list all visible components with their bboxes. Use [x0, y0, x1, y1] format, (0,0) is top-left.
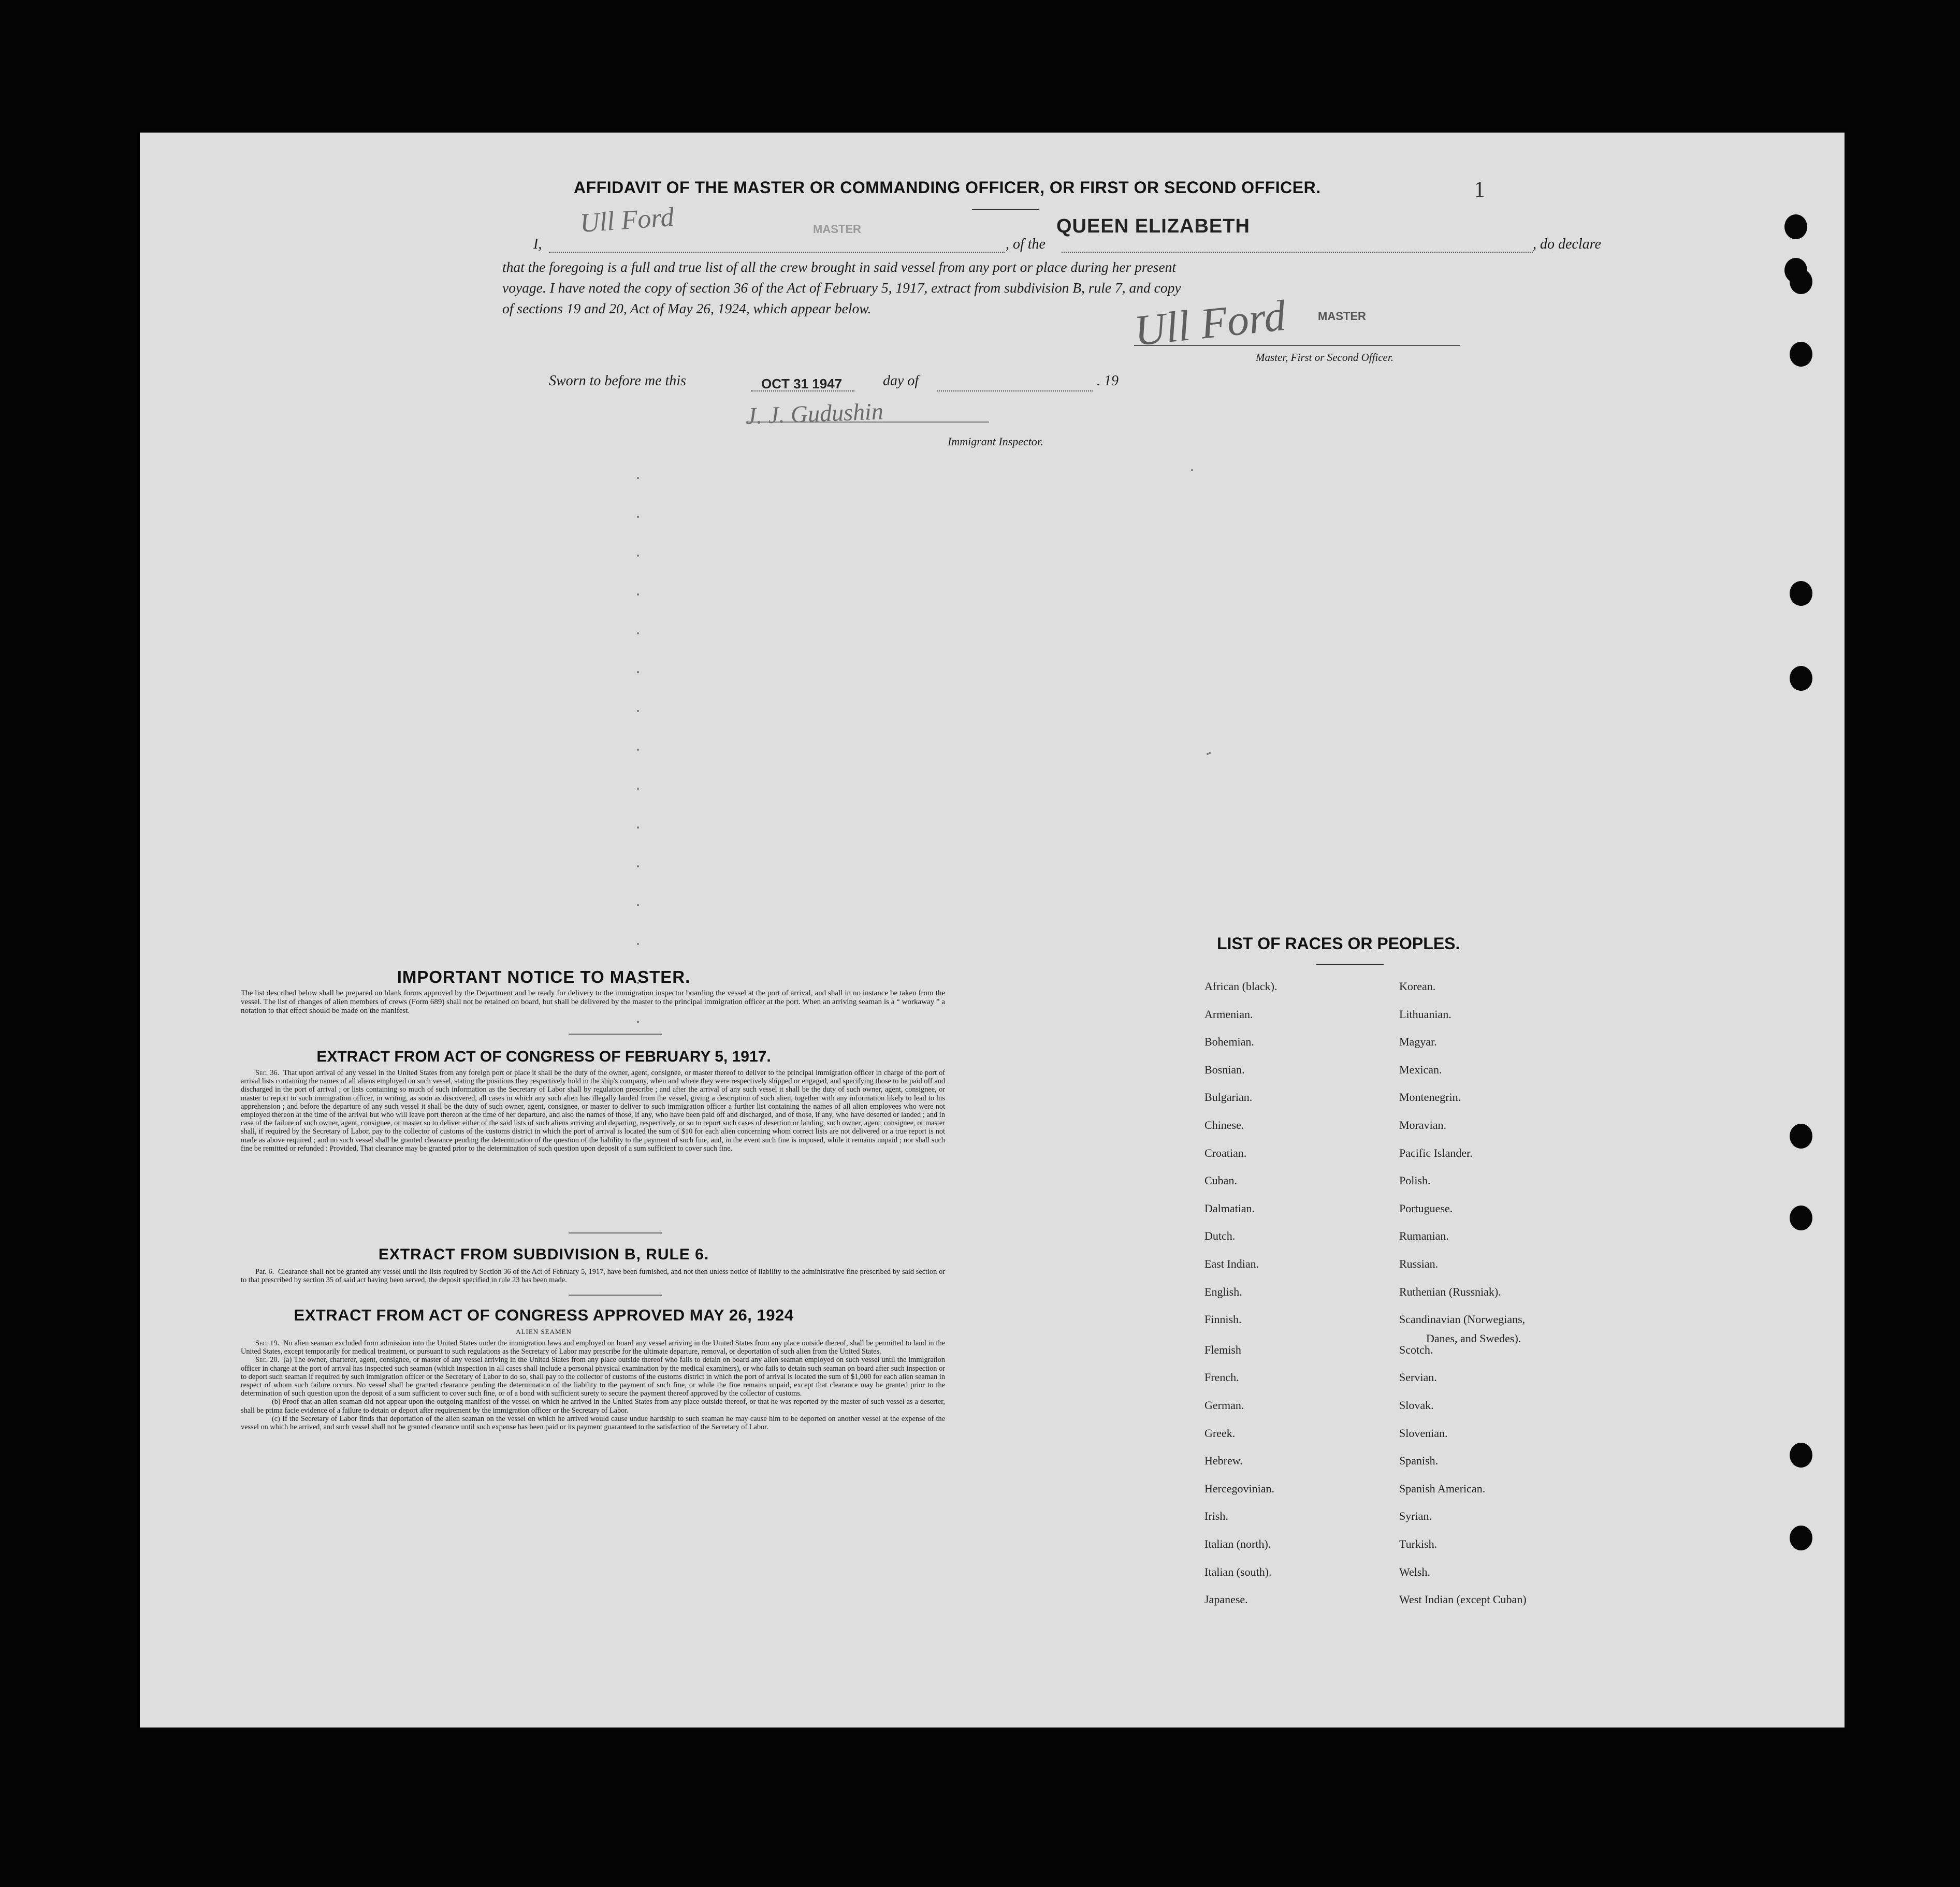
divider [569, 1232, 662, 1233]
par6-text: Clearance shall not be granted any vessel until the lists required by Section 36 of the Act of February 5, 1917, have been furnished, and not then unless notice of liability to the administrative fine prescribed by said section or to that prescribed by section 35 of said act having been served, the deposit specified in rule 23 has been made. [241, 1268, 945, 1285]
affidavit-line-3: of sections 19 and 20, Act of May 26, 1924, which appear below. [502, 300, 872, 316]
divider [569, 1295, 662, 1296]
extract-rule6-body [241, 1268, 945, 1284]
race-right-item: Montenegrin. [1399, 1091, 1461, 1104]
race-right-item: Slovenian. [1399, 1426, 1448, 1440]
race-right-item: Korean. [1399, 980, 1436, 993]
race-right-item: Rumanian. [1399, 1229, 1449, 1243]
sec20c-paragraph: (c) If the Secretary of Labor finds that deportation of the alien seaman on the vessel on which he arrived would cause undue hardship to such seaman he may cause him to be deported on another vessel at the expense of the vessel on which he arrived, and such vessel shall not be granted clearance until such expense has been paid or its payment guaranteed to the satisfaction of the Secretary of Labor. [241, 1414, 945, 1432]
race-left-item: Italian (south). [1204, 1565, 1272, 1578]
extract-1924-subtitle: ALIEN SEAMEN [516, 1328, 572, 1336]
sec19-paragraph [241, 1339, 945, 1356]
race-left-item: Japanese. [1204, 1593, 1248, 1606]
race-left-item: Croatian. [1204, 1146, 1247, 1159]
officer-caption: Master, First or Second Officer. [1256, 351, 1393, 364]
notice-title: IMPORTANT NOTICE TO MASTER. [397, 967, 691, 986]
divider [1316, 964, 1384, 965]
race-right-item: Ruthenian (Russniak). [1399, 1285, 1501, 1298]
sec19-text: No alien seaman excluded from admission into the United States under the immigration laws and employed on board any vessel arriving in the United States from any place outside thereof, shall be permitted to land in the United States, except temporarily for medical treatment, or pursuant to such regulations as the Secretary of Labor may prescribe for the ultimate departure, removal, or deportation of such alien from the United States. [241, 1339, 946, 1356]
race-left-item: Cuban. [1204, 1174, 1237, 1187]
sec36-text: That upon arrival of any vessel in the United States from any foreign port or place it shall be the duty of the owner, agent, consignee, or master thereof to deliver to the principal immigration officer in charge of the port of arrival lists containing the names of all aliens employed on such vessel, stating the positions they respectively hold in the ship's company, when and where they were respectively shipped or engaged, and specifying those to be paid off and discharged in the port of arrival ; or lists containing so much of such information as the Secretary of Labor shall by regulation prescribe ; and after the arrival of any such vessel it shall be the duty of such owner, agent, consignee, or master to report to such immigration officer, in writing, as soon as discovered, all cases in which any such alien has illegally landed from the vessel, giving a description of such alien, together with any information likely to lead to his apprehension ; and before the departure of any such vessel it shall be the duty of such owner, agent, consignee, or master to deliver to such immigration officer a further list containing the names of all alien employees who were not employed thereon at the time of the arrival but who will leave port thereon at the time of her departure, and also the names of those, if any, who have been paid off and discharged, and of those, if any, who have deserted or landed ; and in case of the failure of such owner, agent, consignee, or master so to deliver either of the said lists of such aliens arriving and departing, respectively, or so to report such cases of desertion or landing, such owner, agent, consignee, or master shall, if required by the Secretary of Labor, pay to the collector of customs of the customs district in which the port of arrival is located the sum of $10 for each alien concerning whom correct lists are not delivered or a true report is not made as above required ; and no such vessel shall be granted clearance pending the determination of the question of the liability to the payment of such fine, and, in the event such fine is imposed, while it remains unpaid ; nor shall such fine be remitted or refunded : Provided, That clearance may be granted prior to the determination of such question upon deposit of a sum sufficient to cover such fine. [241, 1069, 946, 1153]
binder-hole [1790, 1526, 1812, 1550]
race-left-item: Irish. [1204, 1509, 1228, 1523]
sec20b-paragraph: (b) Proof that an alien seaman did not appear upon the outgoing manifest of the vessel on which he arrived in the United States from any place outside thereof, or that he was reported by the master of such vessel as a deserter, shall be prima facie evidence of a failure to detain or deport after requirement by the immigration officer or the Secretary of Labor. [241, 1398, 945, 1415]
divider [972, 209, 1039, 210]
vessel-name-line [1062, 252, 1533, 253]
race-left-item: Dalmatian. [1204, 1201, 1255, 1215]
binder-hole [1790, 666, 1812, 691]
extract-1924-body [241, 1339, 945, 1431]
extract-rule6-title: EXTRACT FROM SUBDIVISION B, RULE 6. [378, 1246, 709, 1263]
month-line [937, 390, 1093, 391]
race-left-item: Flemish [1204, 1343, 1241, 1356]
race-right-item: Spanish American. [1399, 1482, 1486, 1495]
race-right-item: Russian. [1399, 1257, 1439, 1270]
inspector-signature: J. J. Gudushin [745, 398, 884, 429]
race-left-item: Finnish. [1204, 1313, 1242, 1326]
sec20a-paragraph [241, 1356, 945, 1398]
declare-of: , of the [1006, 236, 1046, 252]
race-left-item: Greek. [1204, 1426, 1236, 1440]
master-signature-top: Ull Ford [579, 202, 675, 239]
race-left-item: French. [1204, 1371, 1239, 1384]
master-signature: Ull Ford [1131, 291, 1288, 356]
binder-hole [1790, 269, 1812, 294]
declare-start: I, [533, 236, 542, 252]
binder-hole [1790, 342, 1812, 367]
notice-body: The list described below shall be prepared on blank forms approved by the Department and be ready for delivery to the immigration inspector boarding the vessel at the port of arrival, and shall in no instance be taken from the vessel. The list of changes of alien members of crews (Form 689) shall not be retained on board, but shall be delivered by the master to the principal immigration officer at the port. When an arriving seaman is a “ workaway ” a notation to that effect should be made on the manifest. [241, 989, 945, 1015]
race-right-item: Spanish. [1399, 1454, 1439, 1468]
race-right-item: Servian. [1399, 1371, 1437, 1384]
race-left-item: Bohemian. [1204, 1035, 1254, 1049]
binder-hole [1790, 1124, 1812, 1149]
sworn-year: . 19 [1097, 373, 1119, 389]
affidavit-page [140, 133, 1845, 1728]
sec36-label: Sec. 36. [255, 1069, 280, 1077]
race-right-item: West Indian (except Cuban) [1399, 1593, 1527, 1606]
race-right-item: Syrian. [1399, 1509, 1432, 1523]
master-stamp-top: MASTER [813, 223, 861, 236]
race-left-item: Dutch. [1204, 1229, 1236, 1243]
race-right-item: Portuguese. [1399, 1201, 1453, 1215]
race-left-item: Armenian. [1204, 1007, 1253, 1021]
divider [569, 1034, 662, 1035]
race-left-item: German. [1204, 1399, 1244, 1412]
extract-1917-title: EXTRACT FROM ACT OF CONGRESS OF FEBRUARY 5, 1917. [316, 1048, 771, 1065]
race-left-item: Bosnian. [1204, 1063, 1245, 1076]
extract-1924-title: EXTRACT FROM ACT OF CONGRESS APPROVED MAY 26, 1924 [294, 1306, 794, 1324]
date-line [751, 390, 854, 391]
master-stamp: MASTER [1318, 310, 1366, 323]
race-right-item: Magyar. [1399, 1035, 1437, 1049]
affidavit-line-2: voyage. I have noted the copy of section 36 of the Act of February 5, 1917, extract from subdivision B, rule 7, and copy [502, 280, 1181, 296]
race-left-item: Hebrew. [1204, 1454, 1243, 1468]
race-right-item: Polish. [1399, 1174, 1431, 1187]
race-left-item: Italian (north). [1204, 1537, 1271, 1550]
race-right-item: Slovak. [1399, 1399, 1434, 1412]
race-scandinavian-cont: Danes, and Swedes). [1426, 1332, 1521, 1345]
race-right-item: Mexican. [1399, 1063, 1442, 1076]
par6-label: Par. 6. [255, 1268, 274, 1276]
vessel-name: QUEEN ELIZABETH [1056, 215, 1250, 237]
race-left-item: East Indian. [1204, 1257, 1259, 1270]
inspector-line [746, 422, 989, 423]
page-number: 1 [1474, 177, 1485, 202]
binder-hole [1790, 1443, 1812, 1468]
sec19-label: Sec. 19. [255, 1339, 280, 1347]
sworn-label: Sworn to before me this [549, 373, 686, 389]
sworn-day: day of [883, 373, 919, 389]
race-right-item: Moravian. [1399, 1119, 1447, 1131]
race-left-item: Hercegovinian. [1204, 1482, 1274, 1495]
signature-line [1134, 345, 1460, 346]
races-title: LIST OF RACES OR PEOPLES. [1217, 934, 1460, 953]
race-right-item: Scandinavian (Norwegians, [1399, 1313, 1526, 1326]
extract-1917-body [241, 1069, 945, 1153]
inspector-caption: Immigrant Inspector. [948, 435, 1043, 448]
binder-hole [1790, 1206, 1812, 1230]
race-left-item: English. [1204, 1285, 1242, 1298]
race-left-item: African (black). [1204, 980, 1277, 993]
sec20-label: Sec. 20. [255, 1356, 280, 1365]
sec20a-text: (a) The owner, charterer, agent, consignee, or master of any vessel arriving in the United States from any place outside thereof who fails to detain on board any alien seaman employed on such vessel until the immigration officer in charge at the port of arrival has inspected such seaman (which inspection in all cases shall include a personal physical examination by the medical examiners), or who fails to detain such seaman on board after such inspection or to deport such seaman if required by such immigration officer or the Secretary of Labor to do so, shall pay to the collector of customs of the customs district in which the port of arrival is located the sum of $1,000 for each alien seaman in respect of whom such failure occurs. No vessel shall be granted clearance pending the determination of the liability to the payment of such fine, or while the fine remains unpaid, except that clearance may be granted prior to the determination of such question upon the deposit of a sum sufficient to cover such fine, or of a bond with sufficient surety to secure the payment thereof approved by the collector of customs. [241, 1356, 945, 1398]
race-right-item: Scotch. [1399, 1343, 1433, 1356]
declare-end: , do declare [1533, 236, 1601, 252]
affidavit-title: AFFIDAVIT OF THE MASTER OR COMMANDING OFFICER, OR FIRST OR SECOND OFFICER. [574, 178, 1321, 197]
race-left-item: Chinese. [1204, 1119, 1244, 1131]
race-left-item: Bulgarian. [1204, 1091, 1253, 1104]
race-right-item: Turkish. [1399, 1537, 1438, 1550]
race-right-item: Lithuanian. [1399, 1007, 1451, 1021]
affidavit-line-1: that the foregoing is a full and true list of all the crew brought in said vessel from any port or place during her present [502, 259, 1177, 275]
binder-hole [1784, 214, 1807, 239]
race-right-item: Welsh. [1399, 1565, 1430, 1578]
master-name-line [549, 252, 1005, 253]
binder-hole [1790, 581, 1812, 606]
sworn-date-stamp: OCT 31 1947 [761, 376, 843, 391]
race-right-item: Pacific Islander. [1399, 1146, 1473, 1159]
